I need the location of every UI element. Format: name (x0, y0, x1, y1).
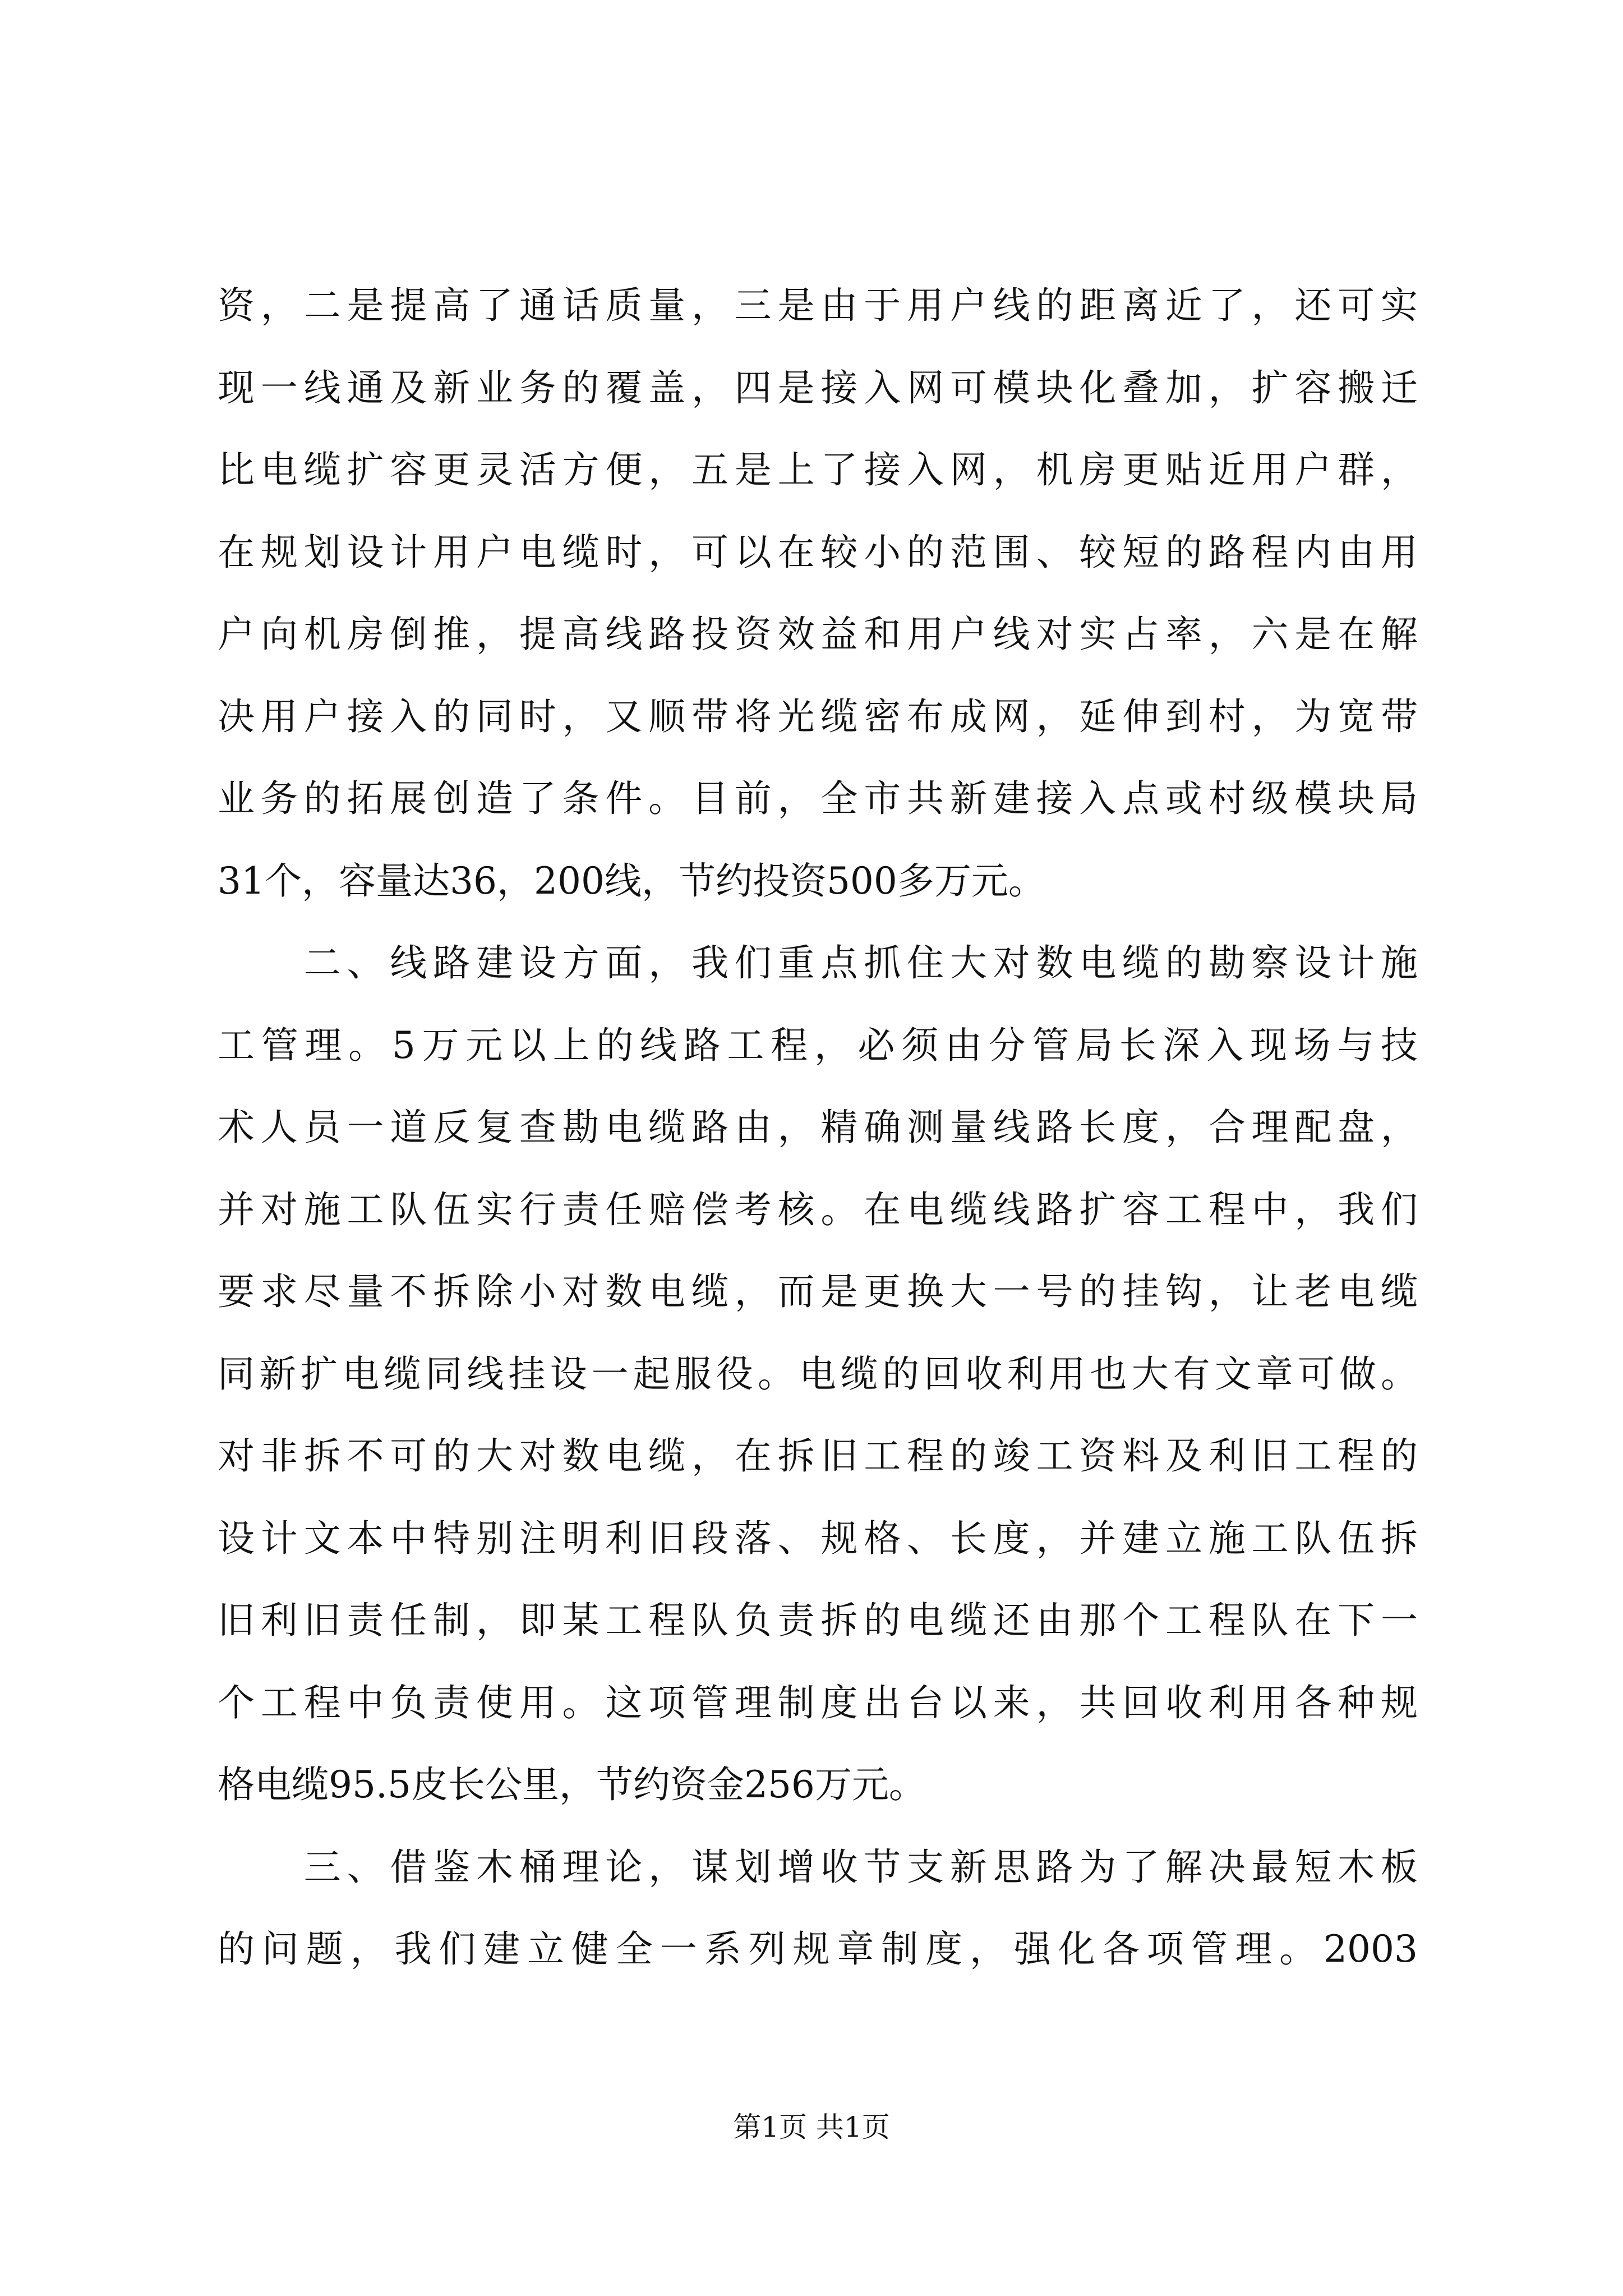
text-line: 对非拆不可的大对数电缆，在拆旧工程的竣工资料及利旧工程的 (218, 1434, 1418, 1478)
text-line: 个工程中负责使用。这项管理制度出台以来，共回收利用各种规 (218, 1681, 1418, 1724)
page-footer: 第1页 共1页 (733, 2111, 890, 2143)
text-line: 业务的拓展创造了条件。目前，全市共新建接入点或村级模块局 (218, 777, 1418, 820)
text-line: 要求尽量不拆除小对数电缆，而是更换大一号的挂钩，让老电缆 (218, 1270, 1418, 1313)
text-line: 同新扩电缆同线挂设一起服役。电缆的回收利用也大有文章可做。 (218, 1352, 1418, 1396)
text-line: 旧利旧责任制，即某工程队负责拆的电缆还由那个工程队在下一 (218, 1599, 1418, 1642)
text-line: 比电缆扩容更灵活方便，五是上了接入网，机房更贴近用户群， (218, 448, 1418, 491)
text-line: 现一线通及新业务的覆盖，四是接入网可模块化叠加，扩容搬迁 (218, 366, 1418, 409)
text-line: 决用户接入的同时，又顺带将光缆密布成网，延伸到村，为宽带 (218, 694, 1418, 738)
text-line: 工管理。5万元以上的线路工程，必须由分管局长深入现场与技 (218, 1023, 1418, 1067)
text-line: 二、线路建设方面，我们重点抓住大对数电缆的勘察设计施 (218, 941, 1418, 984)
document-body (218, 265, 1418, 1991)
text-line: 术人员一道反复查勘电缆路由，精确测量线路长度，合理配盘， (218, 1106, 1418, 1149)
text-line: 31个，容量达36，200线，节约投资500多万元。 (218, 859, 1045, 903)
text-line: 并对施工队伍实行责任赔偿考核。在电缆线路扩容工程中，我们 (218, 1188, 1418, 1231)
text-line: 三、借鉴木桶理论，谋划增收节支新思路为了解决最短木板 (218, 1845, 1418, 1889)
text-line: 在规划设计用户电缆时，可以在较小的范围、较短的路程内由用 (218, 530, 1418, 574)
text-line: 格电缆95.5皮长公里，节约资金256万元。 (218, 1763, 926, 1806)
text-line: 资，二是提高了通话质量，三是由于用户线的距离近了，还可实 (218, 284, 1418, 327)
text-line: 设计文本中特别注明利旧段落、规格、长度，并建立施工队伍拆 (218, 1516, 1418, 1560)
text-line: 户向机房倒推，提高线路投资效益和用户线对实占率，六是在解 (218, 613, 1418, 656)
text-line: 的问题，我们建立健全一系列规章制度，强化各项管理。2003 (218, 1927, 1418, 1971)
